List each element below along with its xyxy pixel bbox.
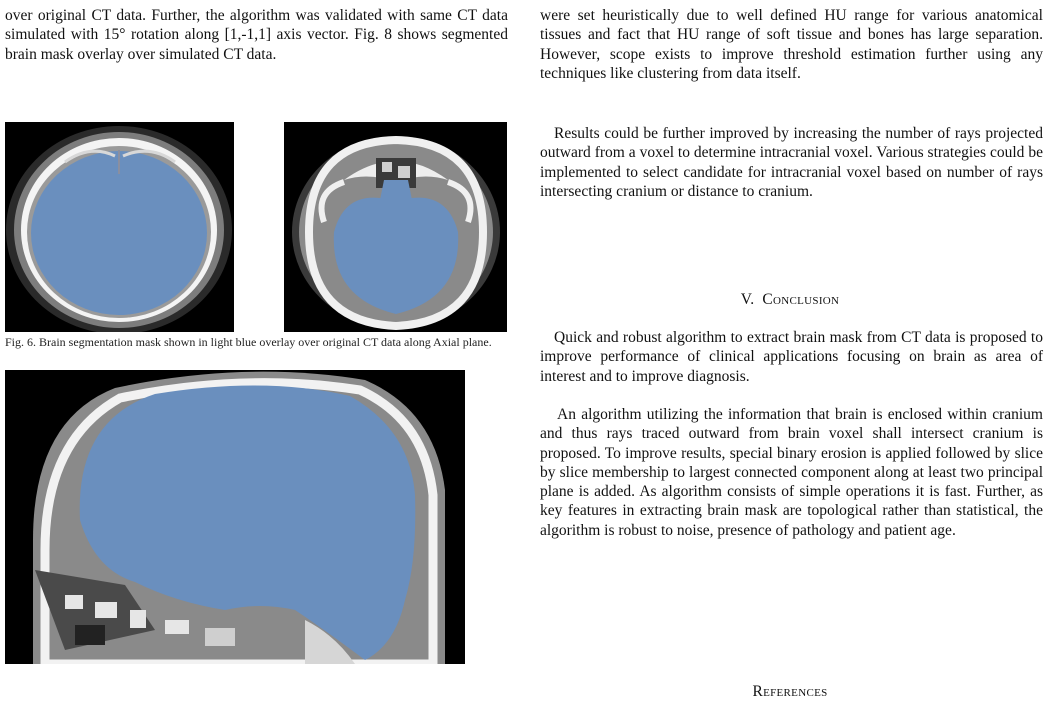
conclusion-title: Conclusion xyxy=(762,291,840,308)
references-title: References xyxy=(752,683,828,700)
conclusion-paragraph-1: Quick and robust algorithm to extract brain mask from CT data is proposed to improve performance of clinical applications focusing on brain as area of interest and to improve diagnosis. xyxy=(540,329,1043,385)
right-paragraph-rays: Results could be further improved by increasing the number of rays projected outward from a voxel to determine intracranial voxel. Various strategies could be implemented to select candidate for intracranial voxel based on number of rays intersecting cranium or distance to cranium. xyxy=(540,125,1043,200)
conclusion-number: V. xyxy=(740,291,755,308)
left-intro-paragraph: over original CT data. Further, the algorithm was validated with same CT data simulated with 15° rotation along [1,-1,1] axis vector. Fig. 8 shows segmented brain mask overlay over simulated CT data. xyxy=(5,7,508,63)
axial-ct-image-left xyxy=(5,122,234,332)
conclusion-heading xyxy=(535,290,1045,309)
conclusion-paragraph-2: An algorithm utilizing the information that brain is enclosed within cranium and thus rays traced outward from brain voxel shall intersect cranium is proposed. To improve results, special binary erosion is applied followed by slice by slice membership to largest connected component along at least two principal plane is added. As algorithm consists of simple operations it is fast. Further, as key features in extracting brain mask are topological rather than statistical, the algorithm is robust to noise, presence of pathology and patient age. xyxy=(540,406,1043,539)
fig6-caption: Fig. 6. Brain segmentation mask shown in light blue overlay over original CT data along Axial plane. xyxy=(5,335,492,349)
axial-ct-image-right xyxy=(284,122,507,332)
right-paragraph-thresholds: were set heuristically due to well defined HU range for various anatomical tissues and fact that HU range of soft tissue and bones has large separation. However, scope exists to improve threshold estimation further using any techniques like clustering from data itself. xyxy=(540,7,1043,82)
references-heading xyxy=(535,682,1045,701)
sagittal-ct-image xyxy=(5,370,465,664)
